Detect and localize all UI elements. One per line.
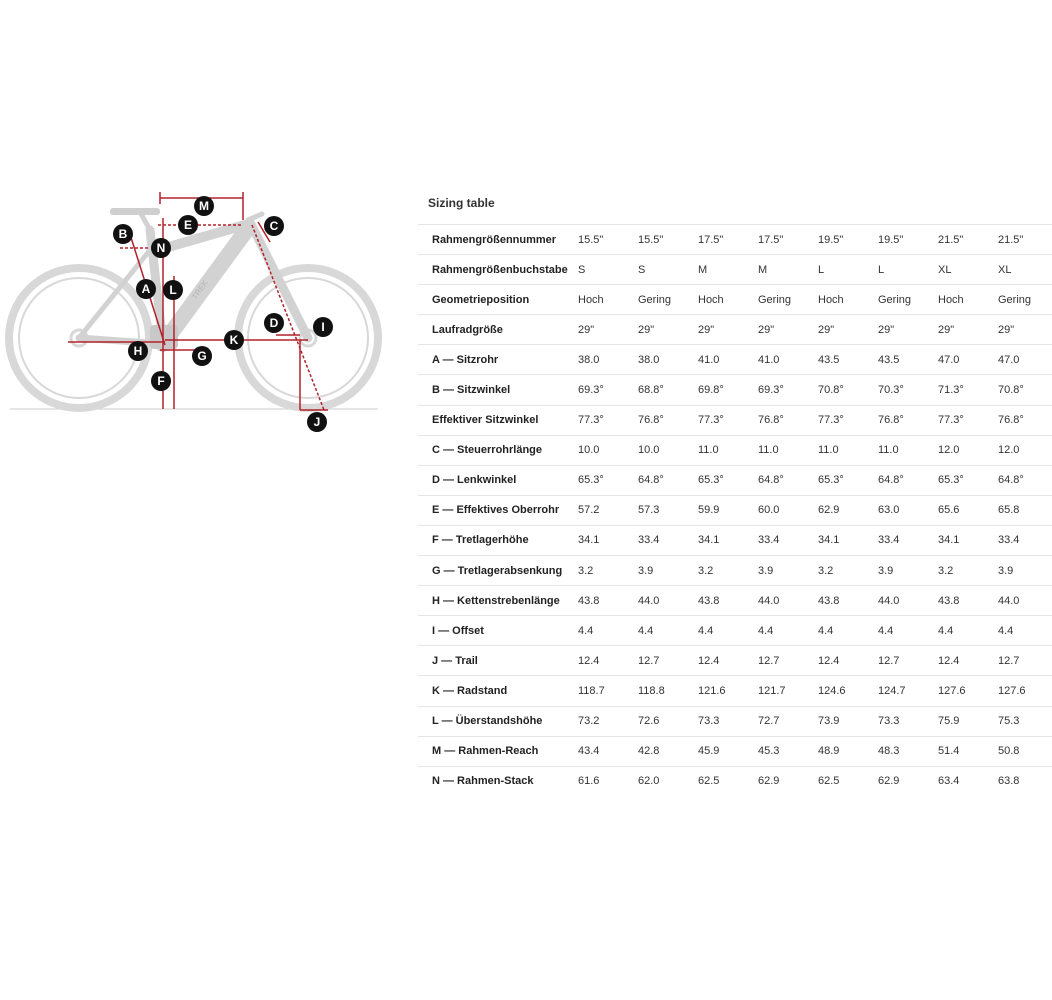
svg-text:L: L — [169, 283, 177, 297]
table-cell: 73.3 — [872, 706, 932, 736]
row-label: H — Kettenstrebenlänge — [418, 586, 572, 616]
table-cell: 41.0 — [692, 345, 752, 375]
table-cell: 68.8° — [632, 375, 692, 405]
table-cell: 76.8° — [752, 405, 812, 435]
table-cell: 11.0 — [692, 435, 752, 465]
table-cell: 65.6 — [932, 495, 992, 525]
table-cell: 10.0 — [572, 435, 632, 465]
sizing-table — [418, 224, 1052, 796]
table-cell: 44.0 — [992, 586, 1052, 616]
table-row — [418, 556, 1052, 586]
table-cell: Hoch — [812, 285, 872, 315]
marker-j — [307, 412, 327, 432]
table-cell: 12.7 — [752, 646, 812, 676]
table-cell: 33.4 — [752, 525, 812, 555]
table-cell: XL — [992, 255, 1052, 285]
table-cell: 34.1 — [692, 525, 752, 555]
table-cell: 3.9 — [992, 556, 1052, 586]
table-cell: 4.4 — [692, 616, 752, 646]
table-cell: L — [872, 255, 932, 285]
table-row — [418, 525, 1052, 555]
table-cell: 3.2 — [692, 556, 752, 586]
table-cell: 48.9 — [812, 736, 872, 766]
row-label: G — Tretlagerabsenkung — [418, 556, 572, 586]
saddle — [110, 208, 160, 215]
table-cell: 62.9 — [872, 766, 932, 796]
row-label: K — Radstand — [418, 676, 572, 706]
table-cell: 3.9 — [752, 556, 812, 586]
table-cell: 3.2 — [932, 556, 992, 586]
table-row — [418, 736, 1052, 766]
table-cell: 57.3 — [632, 495, 692, 525]
table-cell: Gering — [872, 285, 932, 315]
table-cell: 64.8° — [872, 465, 932, 495]
table-cell: 65.3° — [932, 465, 992, 495]
svg-text:B: B — [118, 227, 128, 241]
table-cell: 11.0 — [872, 435, 932, 465]
table-row — [418, 706, 1052, 736]
table-cell: 70.8° — [812, 375, 872, 405]
table-row — [418, 375, 1052, 405]
table-row — [418, 766, 1052, 796]
table-cell: 19.5" — [872, 225, 932, 255]
table-cell: 73.2 — [572, 706, 632, 736]
table-cell: 75.9 — [932, 706, 992, 736]
table-cell: 73.9 — [812, 706, 872, 736]
table-cell: 41.0 — [752, 345, 812, 375]
marker-h — [128, 341, 148, 361]
table-cell: 65.3° — [572, 465, 632, 495]
row-label: E — Effektives Oberrohr — [418, 495, 572, 525]
table-cell: 12.7 — [872, 646, 932, 676]
table-cell: 44.0 — [752, 586, 812, 616]
marker-m — [194, 196, 214, 216]
table-cell: 63.8 — [992, 766, 1052, 796]
table-cell: 33.4 — [872, 525, 932, 555]
table-cell: 69.3° — [752, 375, 812, 405]
row-label: C — Steuerrohrlänge — [418, 435, 572, 465]
svg-text:G: G — [197, 349, 207, 363]
table-cell: 12.0 — [932, 435, 992, 465]
table-cell: 48.3 — [872, 736, 932, 766]
table-cell: 15.5" — [632, 225, 692, 255]
svg-text:A: A — [141, 282, 151, 296]
table-cell: 44.0 — [872, 586, 932, 616]
table-row — [418, 465, 1052, 495]
sizing-table-body — [418, 225, 1052, 796]
marker-c — [264, 216, 284, 236]
svg-text:C: C — [269, 219, 279, 233]
table-cell: 43.5 — [812, 345, 872, 375]
table-cell: 72.6 — [632, 706, 692, 736]
table-cell: 44.0 — [632, 586, 692, 616]
table-cell: 70.3° — [872, 375, 932, 405]
table-cell: 42.8 — [632, 736, 692, 766]
row-label: Geometrieposition — [418, 285, 572, 315]
table-cell: 57.2 — [572, 495, 632, 525]
table-cell: 21.5" — [992, 225, 1052, 255]
table-cell: 33.4 — [632, 525, 692, 555]
table-cell: 70.8° — [992, 375, 1052, 405]
table-cell: 61.6 — [572, 766, 632, 796]
table-cell: 76.8° — [872, 405, 932, 435]
marker-d — [264, 313, 284, 333]
row-label: Laufradgröße — [418, 315, 572, 345]
table-cell: 29" — [812, 315, 872, 345]
table-cell: 29" — [632, 315, 692, 345]
bike-geometry-diagram — [0, 180, 400, 440]
table-cell: 77.3° — [572, 405, 632, 435]
table-cell: 12.4 — [692, 646, 752, 676]
table-cell: 12.7 — [992, 646, 1052, 676]
table-cell: Hoch — [932, 285, 992, 315]
table-row — [418, 345, 1052, 375]
table-cell: Gering — [992, 285, 1052, 315]
marker-a — [136, 279, 156, 299]
table-row — [418, 285, 1052, 315]
svg-text:N: N — [156, 241, 166, 255]
table-row — [418, 676, 1052, 706]
table-cell: 50.8 — [992, 736, 1052, 766]
table-cell: 15.5" — [572, 225, 632, 255]
row-label: B — Sitzwinkel — [418, 375, 572, 405]
table-row — [418, 225, 1052, 255]
table-cell: 62.9 — [812, 495, 872, 525]
table-cell: 12.7 — [632, 646, 692, 676]
marker-b — [113, 224, 133, 244]
frame-brand-text: TREK — [190, 278, 210, 302]
table-cell: 43.4 — [572, 736, 632, 766]
table-cell: 76.8° — [632, 405, 692, 435]
table-row — [418, 586, 1052, 616]
table-cell: Gering — [752, 285, 812, 315]
table-cell: 76.8° — [992, 405, 1052, 435]
table-cell: 4.4 — [992, 616, 1052, 646]
table-cell: 11.0 — [812, 435, 872, 465]
svg-text:E: E — [183, 218, 193, 232]
table-cell: 34.1 — [572, 525, 632, 555]
table-cell: 63.4 — [932, 766, 992, 796]
table-cell: 121.6 — [692, 676, 752, 706]
table-cell: 71.3° — [932, 375, 992, 405]
row-label: Rahmengrößenbuchstabe — [418, 255, 572, 285]
table-cell: 34.1 — [812, 525, 872, 555]
table-cell: M — [692, 255, 752, 285]
table-cell: 3.9 — [872, 556, 932, 586]
table-cell: 29" — [992, 315, 1052, 345]
table-cell: 64.8° — [752, 465, 812, 495]
table-cell: 4.4 — [872, 616, 932, 646]
table-cell: 62.5 — [692, 766, 752, 796]
table-cell: 73.3 — [692, 706, 752, 736]
table-cell: 45.3 — [752, 736, 812, 766]
table-cell: S — [632, 255, 692, 285]
table-cell: 21.5" — [932, 225, 992, 255]
table-cell: 43.8 — [932, 586, 992, 616]
table-cell: 65.8 — [992, 495, 1052, 525]
row-label: L — Überstandshöhe — [418, 706, 572, 736]
table-cell: 3.9 — [632, 556, 692, 586]
table-cell: 4.4 — [572, 616, 632, 646]
table-cell: 69.8° — [692, 375, 752, 405]
table-cell: Gering — [632, 285, 692, 315]
table-row — [418, 616, 1052, 646]
table-cell: S — [572, 255, 632, 285]
table-cell: 29" — [692, 315, 752, 345]
table-cell: 17.5" — [752, 225, 812, 255]
table-row — [418, 495, 1052, 525]
table-cell: 65.3° — [812, 465, 872, 495]
svg-text:I: I — [321, 320, 325, 334]
row-label: F — Tretlagerhöhe — [418, 525, 572, 555]
marker-g — [192, 346, 212, 366]
table-cell: 38.0 — [572, 345, 632, 375]
table-cell: 17.5" — [692, 225, 752, 255]
table-cell: 63.0 — [872, 495, 932, 525]
row-label: D — Lenkwinkel — [418, 465, 572, 495]
table-cell: 11.0 — [752, 435, 812, 465]
svg-text:M: M — [199, 199, 209, 213]
table-cell: 60.0 — [752, 495, 812, 525]
table-cell: 43.5 — [872, 345, 932, 375]
table-cell: 4.4 — [812, 616, 872, 646]
svg-text:J: J — [313, 415, 321, 429]
sizing-table-section — [418, 190, 1032, 796]
table-cell: 34.1 — [932, 525, 992, 555]
table-cell: 124.7 — [872, 676, 932, 706]
table-cell: 64.8° — [632, 465, 692, 495]
marker-i — [313, 317, 333, 337]
table-row — [418, 435, 1052, 465]
table-cell: XL — [932, 255, 992, 285]
row-label: M — Rahmen-Reach — [418, 736, 572, 766]
svg-text:H: H — [133, 344, 143, 358]
table-cell: 47.0 — [932, 345, 992, 375]
row-label: I — Offset — [418, 616, 572, 646]
table-cell: 75.3 — [992, 706, 1052, 736]
svg-text:K: K — [229, 333, 239, 347]
table-cell: M — [752, 255, 812, 285]
table-cell: 4.4 — [632, 616, 692, 646]
table-cell: 3.2 — [572, 556, 632, 586]
marker-f — [151, 371, 171, 391]
table-cell: 4.4 — [932, 616, 992, 646]
table-cell: Hoch — [692, 285, 752, 315]
table-cell: 43.8 — [692, 586, 752, 616]
table-cell: 62.9 — [752, 766, 812, 796]
svg-text:D: D — [269, 316, 279, 330]
table-cell: Hoch — [572, 285, 632, 315]
table-cell: 10.0 — [632, 435, 692, 465]
table-cell: 29" — [872, 315, 932, 345]
table-cell: 118.8 — [632, 676, 692, 706]
table-cell: 62.0 — [632, 766, 692, 796]
row-label: Rahmengrößennummer — [418, 225, 572, 255]
table-cell: 43.8 — [812, 586, 872, 616]
table-cell: 127.6 — [932, 676, 992, 706]
table-cell: 29" — [752, 315, 812, 345]
marker-k — [224, 330, 244, 350]
table-cell: 12.4 — [812, 646, 872, 676]
table-cell: 127.6 — [992, 676, 1052, 706]
table-cell: 51.4 — [932, 736, 992, 766]
table-cell: 33.4 — [992, 525, 1052, 555]
marker-e — [178, 215, 198, 235]
table-cell: 38.0 — [632, 345, 692, 375]
table-cell: 77.3° — [812, 405, 872, 435]
table-cell: 65.3° — [692, 465, 752, 495]
table-cell: 12.4 — [572, 646, 632, 676]
table-cell: 124.6 — [812, 676, 872, 706]
table-row — [418, 315, 1052, 345]
table-cell: 4.4 — [752, 616, 812, 646]
table-cell: 47.0 — [992, 345, 1052, 375]
table-cell: 19.5" — [812, 225, 872, 255]
table-row — [418, 646, 1052, 676]
marker-l — [163, 280, 183, 300]
table-cell: 69.3° — [572, 375, 632, 405]
table-row — [418, 405, 1052, 435]
table-cell: 64.8° — [992, 465, 1052, 495]
table-cell: 29" — [932, 315, 992, 345]
table-cell: 72.7 — [752, 706, 812, 736]
table-cell: 45.9 — [692, 736, 752, 766]
row-label: Effektiver Sitzwinkel — [418, 405, 572, 435]
sizing-table-title: Sizing table — [428, 196, 495, 210]
table-cell: L — [812, 255, 872, 285]
table-cell: 29" — [572, 315, 632, 345]
table-cell: 118.7 — [572, 676, 632, 706]
table-row — [418, 255, 1052, 285]
table-cell: 77.3° — [932, 405, 992, 435]
table-cell: 12.4 — [932, 646, 992, 676]
table-cell: 59.9 — [692, 495, 752, 525]
marker-n — [151, 238, 171, 258]
table-cell: 62.5 — [812, 766, 872, 796]
table-cell: 121.7 — [752, 676, 812, 706]
table-cell: 43.8 — [572, 586, 632, 616]
row-label: N — Rahmen-Stack — [418, 766, 572, 796]
table-cell: 77.3° — [692, 405, 752, 435]
table-cell: 12.0 — [992, 435, 1052, 465]
row-label: J — Trail — [418, 646, 572, 676]
table-cell: 3.2 — [812, 556, 872, 586]
svg-text:F: F — [157, 374, 165, 388]
row-label: A — Sitzrohr — [418, 345, 572, 375]
